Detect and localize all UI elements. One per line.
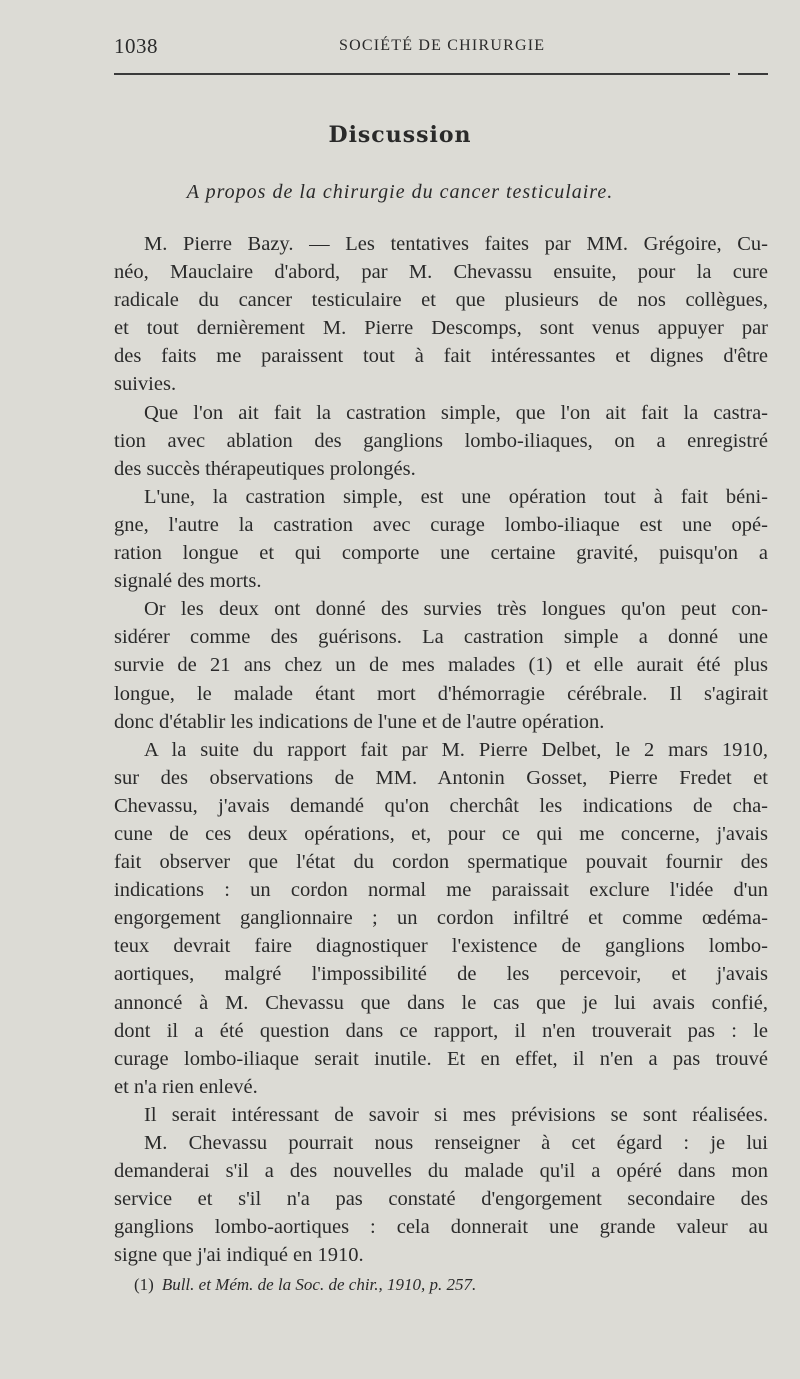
text-line: annoncé à M. Chevassu que dans le cas que je lui avais confié,	[114, 991, 768, 1014]
text-line: Or les deux ont donné des survies très longues qu'on peut con-	[144, 598, 768, 621]
section-title: Discussion	[328, 122, 472, 148]
text-line: des succès thérapeutiques prolongés.	[114, 457, 416, 480]
footnote-marker: (1)	[134, 1275, 154, 1294]
text-line: sur des observations de MM. Antonin Gosset, Pierre Fredet et	[114, 766, 768, 789]
footnote	[134, 1275, 476, 1295]
body-text	[114, 230, 768, 1269]
text-line: des faits me paraissent tout à fait intéressantes et dignes d'être	[114, 345, 768, 368]
footnote-text: Bull. et Mém. de la Soc. de chir., 1910, p. 257.	[161, 1275, 477, 1294]
text-line: signalé des morts.	[114, 570, 262, 593]
text-line: longue, le malade étant mort d'hémorragie cérébrale. Il s'agirait	[114, 682, 768, 705]
text-line: survie de 21 ans chez un de mes malades (1) et elle aurait été plus	[114, 654, 768, 677]
text-line: Il serait intéressant de savoir si mes prévisions se sont réalisées.	[144, 1103, 768, 1126]
text-line: indications : un cordon normal me paraissait exclure l'idée d'un	[114, 879, 768, 902]
header-rule	[114, 73, 730, 75]
text-line: signe que j'ai indiqué en 1910.	[114, 1244, 364, 1267]
page-number: 1038	[114, 34, 158, 58]
text-line: M. Chevassu pourrait nous renseigner à cet égard : je lui	[144, 1132, 768, 1154]
text-line: radicale du cancer testiculaire et que plusieurs de nos collègues,	[114, 289, 768, 312]
text-line: Que l'on ait fait la castration simple, que l'on ait fait la castra-	[144, 401, 768, 424]
text-line: et tout dernièrement M. Pierre Descomps, sont venus appuyer par	[114, 317, 768, 340]
text-line: M. Pierre Bazy. — Les tentatives faites par MM. Grégoire, Cu-	[144, 233, 768, 255]
text-line: donc d'établir les indications de l'une et de l'autre opération.	[114, 710, 605, 733]
page-header	[114, 34, 768, 64]
text-line: cune de ces deux opérations, et, pour ce qui me concerne, j'avais	[114, 822, 768, 845]
text-line: tion avec ablation des ganglions lombo-iliaques, on a enregistré	[114, 429, 768, 452]
text-line: néo, Mauclaire d'abord, par M. Chevassu ensuite, pour la cure	[114, 261, 768, 284]
text-line: suivies.	[114, 373, 177, 396]
text-line: engorgement ganglionnaire ; un cordon infiltré et comme œdéma-	[114, 907, 768, 930]
text-line: gne, l'autre la castration avec curage lombo-iliaque est une opé-	[114, 513, 768, 536]
text-line: et n'a rien enlevé.	[114, 1075, 258, 1098]
text-line: teux devrait faire diagnostiquer l'existence de ganglions lombo-	[114, 935, 768, 958]
text-line: A la suite du rapport fait par M. Pierre Delbet, le 2 mars 1910,	[144, 738, 768, 761]
text-line: service et s'il n'a pas constaté d'engorgement secondaire des	[114, 1188, 768, 1211]
text-line: ration longue et qui comporte une certaine gravité, puisqu'on a	[114, 542, 768, 565]
text-line: Chevassu, j'avais demandé qu'on cherchât les indications de cha-	[114, 794, 768, 817]
text-line: curage lombo-iliaque serait inutile. Et en effet, il n'en a pas trouvé	[114, 1047, 768, 1070]
header-rule-end	[738, 73, 768, 75]
text-line: L'une, la castration simple, est une opération tout à fait béni-	[144, 485, 768, 508]
text-line: fait observer que l'état du cordon spermatique pouvait fournir des	[114, 851, 768, 874]
running-head: SOCIÉTÉ DE CHIRURGIE	[339, 37, 546, 54]
text-line: ganglions lombo-aortiques : cela donnerait une grande valeur au	[114, 1216, 768, 1239]
text-line: demanderai s'il a des nouvelles du malade qu'il a opéré dans mon	[114, 1160, 768, 1183]
section-subtitle: A propos de la chirurgie du cancer testiculaire.	[186, 181, 614, 203]
text-line: aortiques, malgré l'impossibilité de les percevoir, et j'avais	[114, 963, 768, 986]
text-line: sidérer comme des guérisons. La castration simple a donné une	[114, 626, 768, 649]
text-line: dont il a été question dans ce rapport, il n'en trouverait pas : le	[114, 1019, 768, 1042]
